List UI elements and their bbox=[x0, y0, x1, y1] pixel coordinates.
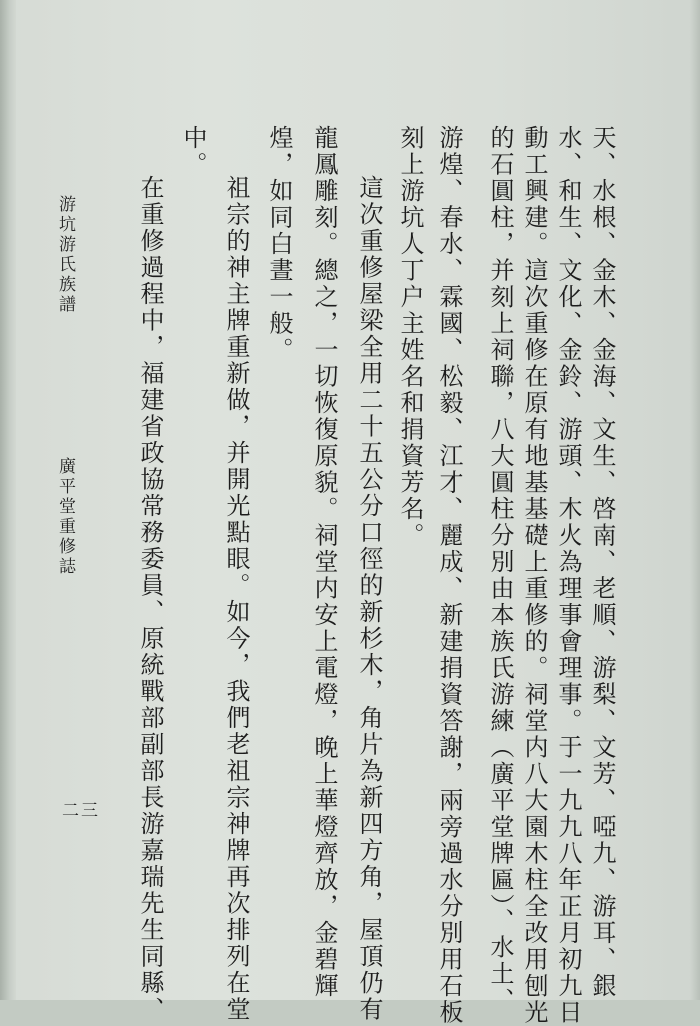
text-column-4: 的石圓柱，并刻上祠聯，八大圓柱分別由本族氏游練（廣平堂牌匾）、水土、 bbox=[486, 125, 514, 1014]
text-column-6: 刻上游坑人丁户主姓名和捐資芳名。 bbox=[396, 125, 424, 549]
section-title: 廣平堂重修誌 bbox=[55, 457, 75, 577]
page-edge bbox=[690, 0, 700, 1000]
text-column-11: 中。 bbox=[179, 125, 207, 178]
page-number: 二三 bbox=[62, 801, 100, 821]
text-column-2: 水、和生、文化、金鈴、游頭、木火為理事會理事。于一九九八年正月初九日 bbox=[554, 125, 582, 1026]
text-column-9: 煌，如同白晝一般。 bbox=[265, 125, 293, 364]
text-column-10: 祖宗的神主牌重新做，并開光點眼。如今，我們老祖宗神牌再次排列在堂 bbox=[222, 175, 250, 1023]
book-spine bbox=[0, 0, 16, 1000]
text-column-12: 在重修過程中，福建省政協常務委員、原統戰部副部長游嘉瑞先生同縣、 bbox=[136, 175, 164, 1023]
text-column-5: 游煌、春水、霖國、松毅、江才、麗成、新建捐資答謝，兩旁過水分別用石板 bbox=[435, 125, 463, 1026]
text-column-8: 龍鳳雕刻。總之，一切恢復原貌。祠堂内安上電燈，晚上華燈齊放，金碧輝 bbox=[310, 125, 338, 1000]
book-title: 游坑游氏族譜 bbox=[55, 195, 75, 315]
text-column-1: 天、水根、金木、金海、文生、啓南、老順、游梨、文芳、啞九、游耳、銀 bbox=[588, 125, 616, 1000]
text-column-3: 動工興建。這次重修在原有地基基礎上重修的。祠堂内八大園木柱全改用刨光 bbox=[520, 125, 548, 1026]
text-column-7: 這次重修屋梁全用二十五公分口徑的新杉木，角片為新四方角，屋頂仍有 bbox=[355, 175, 383, 1023]
